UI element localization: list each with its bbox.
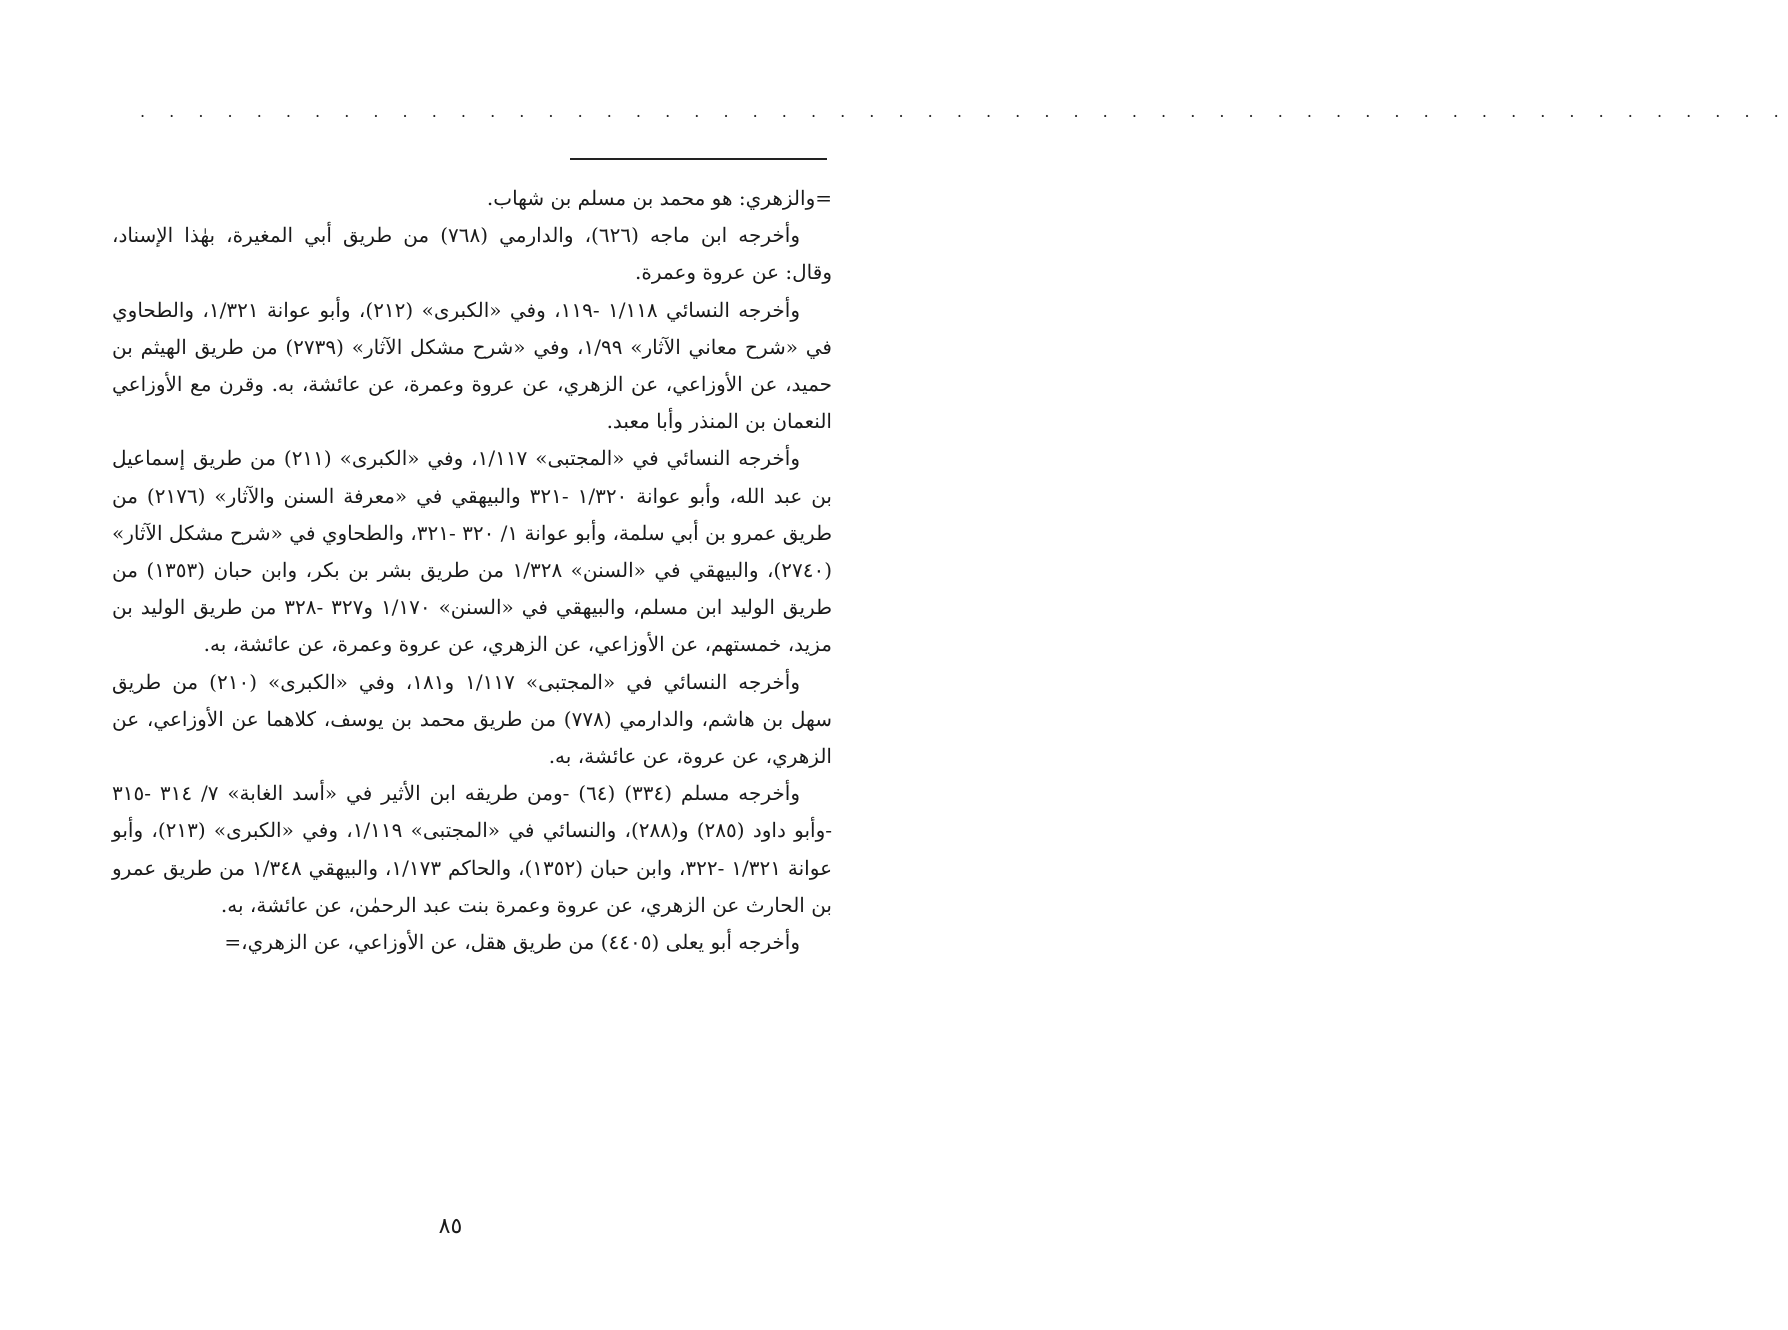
footnote-paragraph: وأخرجه النسائي ١/١١٨ -١١٩، وفي «الكبرى» (٢١٢)، وأبو عوانة ١/٣٢١، والطحاوي في «شرح معاني الآثار» ١/٩٩، وفي «شرح مشكل الآثار» (٢٧٣٩) من طريق الهيثم بن حميد، عن الأوزاعي، عن الزهري، عن عروة وعمرة، عن عائشة، به. وقرن مع الأوزاعي النعمان بن المنذر وأبا معبد. bbox=[112, 297, 832, 434]
footnote-paragraph: =والزهري: هو محمد بن مسلم بن شهاب. bbox=[486, 186, 832, 210]
footnote-paragraph: وأخرجه أبو يعلى (٤٤٠٥) من طريق هقل، عن الأوزاعي، عن الزهري،= bbox=[224, 930, 800, 955]
footnote-paragraph: وأخرجه ابن ماجه (٦٢٦)، والدارمي (٧٦٨) من طريق أبي المغيرة، بهٰذا الإسناد، وقال: عن عروة وعمرة. bbox=[112, 223, 832, 285]
footnote-paragraph: وأخرجه مسلم (٣٣٤) (٦٤) -ومن طريقه ابن الأثير في «أسد الغابة» ٧/ ٣١٤ -٣١٥ -وأبو داود (٢٨٥) و(٢٨٨)، والنسائي في «المجتبى» ١/١١٩، وفي «الكبرى» (٢١٣)، وأبو عوانة ١/٣٢١ -٣٢٢، وابن حبان (١٣٥٢)، والحاكم ١/١٧٣، والبيهقي ١/٣٤٨ من طريق عمرو بن الحارث عن الزهري، عن عروة وعمرة بنت عبد الرحمٰن، عن عائشة، به. bbox=[112, 781, 833, 917]
footnote-paragraph: وأخرجه النسائي في «المجتبى» ١/١١٧، وفي «الكبرى» (٢١١) من طريق إسماعيل بن عبد الله، وأبو عوانة ١/٣٢٠ -٣٢١ والبيهقي في «معرفة السنن والآثار» (٢١٧٦) من طريق عمرو بن أبي سلمة، وأبو عوانة ١/ ٣٢٠ -٣٢١، والطحاوي في «شرح مشكل الآثار» (٢٧٤٠)، والبيهقي في «السنن» ١/٣٢٨ من طريق بشر بن بكر، وابن حبان (١٣٥٣) من طريق الوليد ابن مسلم، والبيهقي في «السنن» ١/١٧٠ و٣٢٧ -٣٢٨ من طريق الوليد بن مزيد، خمستهم، عن الأوزاعي، عن الزهري، عن عروة وعمرة، عن عائشة، به. bbox=[112, 446, 832, 657]
page-number: ٨٥ bbox=[438, 1214, 463, 1239]
separator-dots: . . . . . . . . . . . . . . . . . . . . . . . . . . . . . . . . . . . . . . . . . . . . . . . . . . . . . . . . . bbox=[140, 102, 1788, 121]
footnote-paragraph: وأخرجه النسائي في «المجتبى» ١/١١٧ و١٨١، وفي «الكبرى» (٢١٠) من طريق سهل بن هاشم، والدارمي (٧٧٨) من طريق محمد بن يوسف، كلاهما عن الأوزاعي، عن الزهري، عن عروة، عن عائشة، به. bbox=[112, 669, 832, 769]
footnotes-block bbox=[112, 180, 832, 961]
footnote-rule bbox=[570, 158, 827, 160]
